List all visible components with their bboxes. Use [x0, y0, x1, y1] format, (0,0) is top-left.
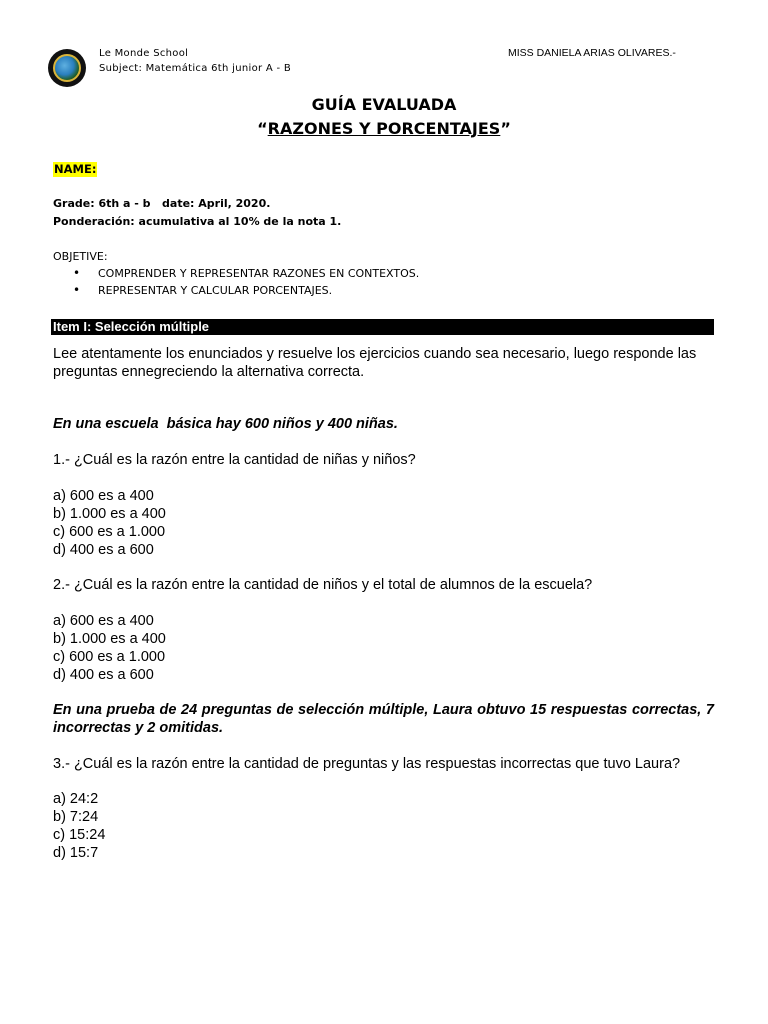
option-b[interactable]: b) 1.000 es a 400	[53, 506, 166, 522]
option-a[interactable]: a) 24:2	[53, 791, 99, 807]
objective-item	[53, 282, 419, 299]
question-3-options	[53, 790, 714, 862]
objective-block	[53, 248, 419, 299]
question-3: 3.- ¿Cuál es la razón entre la cantidad de preguntas y las respuestas incorrectas que tuvo Laura?	[53, 756, 681, 772]
context-statement-2: En una prueba de 24 preguntas de selección múltiple, Laura obtuvo 15 respuestas correctas, 7 incorrectas y 2 omitidas.	[53, 702, 714, 736]
question-1: 1.- ¿Cuál es la razón entre la cantidad de niñas y niños?	[53, 452, 416, 468]
option-d[interactable]: d) 15:7	[53, 845, 99, 861]
subtitle-close-quote: ”	[500, 119, 511, 138]
name-label: NAME:	[54, 162, 97, 176]
question-2-options	[53, 612, 714, 684]
bullet-icon: •	[73, 266, 81, 280]
subtitle-open-quote: “	[257, 119, 268, 138]
grade-line: Grade: 6th a - b date: April, 2020.	[53, 197, 271, 210]
option-d[interactable]: d) 400 es a 600	[53, 542, 154, 558]
context-statement-1: En una escuela básica hay 600 niños y 400 niñas.	[53, 416, 398, 432]
question-2: 2.- ¿Cuál es la razón entre la cantidad de niños y el total de alumnos de la escuela?	[53, 577, 593, 593]
option-c[interactable]: c) 15:24	[53, 827, 106, 843]
objective-list	[53, 265, 419, 299]
option-b[interactable]: b) 1.000 es a 400	[53, 631, 166, 647]
school-name: Le Monde School	[99, 48, 189, 59]
page-subtitle	[0, 117, 768, 141]
school-info	[99, 46, 291, 76]
subtitle-text: RAZONES Y PORCENTAJES	[267, 119, 501, 138]
option-d[interactable]: d) 400 es a 600	[53, 667, 154, 683]
teacher-name: MISS DANIELA ARIAS OLIVARES.-	[508, 47, 676, 59]
student-info	[53, 195, 341, 231]
option-c[interactable]: c) 600 es a 1.000	[53, 649, 166, 665]
question-1-options	[53, 487, 714, 559]
page-title: GUÍA EVALUADA	[311, 95, 457, 114]
school-logo	[48, 49, 86, 87]
subject-line: Subject: Matemática 6th junior A - B	[99, 63, 292, 74]
objective-item-text: COMPRENDER Y REPRESENTAR RAZONES EN CONTEXTOS.	[98, 267, 420, 280]
title-block	[0, 93, 768, 141]
instructions-text: Lee atentamente los enunciados y resuelve los ejercicios cuando sea necesario, luego responde las preguntas ennegreciendo la alternativa correcta.	[53, 346, 697, 380]
section-header: Item I: Selección múltiple	[51, 319, 714, 335]
objective-item-text: REPRESENTAR Y CALCULAR PORCENTAJES.	[98, 284, 333, 297]
ponderacion-line: Ponderación: acumulativa al 10% de la nota 1.	[53, 215, 342, 228]
option-c[interactable]: c) 600 es a 1.000	[53, 524, 166, 540]
option-b[interactable]: b) 7:24	[53, 809, 99, 825]
option-a[interactable]: a) 600 es a 400	[53, 488, 154, 504]
objective-label: OBJETIVE:	[53, 250, 108, 263]
globe-icon	[53, 54, 81, 82]
objective-item	[53, 265, 419, 282]
bullet-icon: •	[73, 283, 81, 297]
option-a[interactable]: a) 600 es a 400	[53, 613, 154, 629]
